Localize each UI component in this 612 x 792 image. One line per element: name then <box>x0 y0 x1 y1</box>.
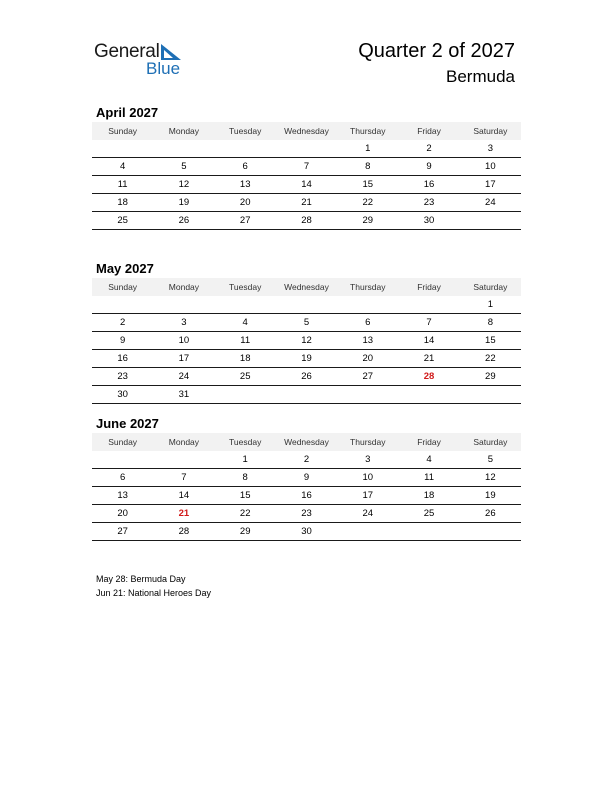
weekday-header: Thursday <box>337 122 398 140</box>
day-cell: 17 <box>153 350 214 368</box>
week-row <box>92 505 521 523</box>
day-cell: 13 <box>337 332 398 350</box>
day-cell: 29 <box>337 212 398 230</box>
day-cell: 13 <box>215 176 276 194</box>
day-cell: 27 <box>337 368 398 386</box>
day-cell: 17 <box>337 487 398 505</box>
week-row <box>92 350 521 368</box>
day-cell: 26 <box>153 212 214 230</box>
empty-day-cell <box>337 523 398 541</box>
day-cell: 15 <box>215 487 276 505</box>
holiday-note: May 28: Bermuda Day <box>96 574 186 584</box>
day-cell: 5 <box>276 314 337 332</box>
day-cell: 28 <box>153 523 214 541</box>
week-row <box>92 451 521 469</box>
weekday-header-row <box>92 278 521 296</box>
calendar-table <box>92 122 521 230</box>
day-cell: 3 <box>337 451 398 469</box>
day-cell: 7 <box>276 158 337 176</box>
week-row <box>92 140 521 158</box>
empty-day-cell <box>92 451 153 469</box>
holiday-notes <box>96 572 211 600</box>
weekday-header: Monday <box>153 433 214 451</box>
day-cell: 8 <box>215 469 276 487</box>
day-cell: 24 <box>153 368 214 386</box>
day-cell: 6 <box>92 469 153 487</box>
empty-day-cell <box>337 386 398 404</box>
weekday-header: Wednesday <box>276 433 337 451</box>
day-cell: 9 <box>398 158 459 176</box>
day-cell: 23 <box>276 505 337 523</box>
day-cell: 31 <box>153 386 214 404</box>
day-cell: 11 <box>215 332 276 350</box>
day-cell: 24 <box>460 194 521 212</box>
day-cell: 11 <box>92 176 153 194</box>
month-june <box>92 414 521 541</box>
logo-text-blue: Blue <box>146 59 181 78</box>
week-row <box>92 386 521 404</box>
day-cell: 28 <box>398 368 459 386</box>
weekday-header: Thursday <box>337 278 398 296</box>
day-cell: 4 <box>215 314 276 332</box>
day-cell: 29 <box>460 368 521 386</box>
day-cell: 8 <box>337 158 398 176</box>
day-cell: 22 <box>215 505 276 523</box>
day-cell: 20 <box>215 194 276 212</box>
day-cell: 3 <box>153 314 214 332</box>
day-cell: 17 <box>460 176 521 194</box>
day-cell: 24 <box>337 505 398 523</box>
empty-day-cell <box>460 212 521 230</box>
empty-day-cell <box>460 386 521 404</box>
generalblue-logo <box>94 40 204 80</box>
empty-day-cell <box>215 140 276 158</box>
empty-day-cell <box>215 296 276 314</box>
empty-day-cell <box>215 386 276 404</box>
weekday-header: Sunday <box>92 278 153 296</box>
week-row <box>92 176 521 194</box>
day-cell: 25 <box>92 212 153 230</box>
week-row <box>92 212 521 230</box>
page-title: Quarter 2 of 2027 <box>358 40 515 62</box>
day-cell: 10 <box>153 332 214 350</box>
day-cell: 18 <box>398 487 459 505</box>
day-cell: 19 <box>153 194 214 212</box>
month-title: June 2027 <box>96 416 159 431</box>
empty-day-cell <box>153 296 214 314</box>
day-cell: 30 <box>398 212 459 230</box>
day-cell: 19 <box>460 487 521 505</box>
day-cell: 28 <box>276 212 337 230</box>
day-cell: 16 <box>398 176 459 194</box>
weekday-header: Sunday <box>92 433 153 451</box>
day-cell: 7 <box>398 314 459 332</box>
day-cell: 7 <box>153 469 214 487</box>
day-cell: 27 <box>215 212 276 230</box>
month-april <box>92 103 521 230</box>
day-cell: 20 <box>337 350 398 368</box>
empty-day-cell <box>398 523 459 541</box>
week-row <box>92 487 521 505</box>
day-cell: 15 <box>337 176 398 194</box>
weekday-header: Friday <box>398 433 459 451</box>
day-cell: 1 <box>337 140 398 158</box>
weekday-header: Saturday <box>460 433 521 451</box>
weekday-header: Friday <box>398 122 459 140</box>
day-cell: 14 <box>398 332 459 350</box>
day-cell: 22 <box>460 350 521 368</box>
day-cell: 30 <box>92 386 153 404</box>
day-cell: 2 <box>92 314 153 332</box>
month-title: April 2027 <box>96 105 159 120</box>
logo-triangle-icon <box>161 44 181 60</box>
empty-day-cell <box>92 140 153 158</box>
week-row <box>92 296 521 314</box>
day-cell: 9 <box>92 332 153 350</box>
weekday-header: Saturday <box>460 278 521 296</box>
day-cell: 1 <box>215 451 276 469</box>
week-row <box>92 368 521 386</box>
day-cell: 9 <box>276 469 337 487</box>
day-cell: 14 <box>276 176 337 194</box>
day-cell: 12 <box>460 469 521 487</box>
weekday-header: Wednesday <box>276 122 337 140</box>
day-cell: 21 <box>398 350 459 368</box>
empty-day-cell <box>337 296 398 314</box>
day-cell: 21 <box>153 505 214 523</box>
week-row <box>92 314 521 332</box>
weekday-header-row <box>92 122 521 140</box>
empty-day-cell <box>398 296 459 314</box>
day-cell: 1 <box>460 296 521 314</box>
day-cell: 6 <box>337 314 398 332</box>
empty-day-cell <box>153 140 214 158</box>
weekday-header: Tuesday <box>215 433 276 451</box>
weekday-header: Saturday <box>460 122 521 140</box>
week-row <box>92 332 521 350</box>
day-cell: 16 <box>92 350 153 368</box>
day-cell: 14 <box>153 487 214 505</box>
weekday-header: Monday <box>153 122 214 140</box>
weekday-header: Wednesday <box>276 278 337 296</box>
country-name: Bermuda <box>446 67 515 86</box>
month-title: May 2027 <box>96 261 154 276</box>
day-cell: 4 <box>92 158 153 176</box>
day-cell: 23 <box>398 194 459 212</box>
day-cell: 18 <box>92 194 153 212</box>
empty-day-cell <box>153 451 214 469</box>
day-cell: 26 <box>276 368 337 386</box>
day-cell: 2 <box>398 140 459 158</box>
day-cell: 6 <box>215 158 276 176</box>
day-cell: 12 <box>153 176 214 194</box>
day-cell: 5 <box>153 158 214 176</box>
empty-day-cell <box>276 386 337 404</box>
day-cell: 25 <box>398 505 459 523</box>
weekday-header: Tuesday <box>215 278 276 296</box>
calendar-table <box>92 278 521 404</box>
day-cell: 15 <box>460 332 521 350</box>
month-may <box>92 259 521 404</box>
weekday-header: Sunday <box>92 122 153 140</box>
day-cell: 4 <box>398 451 459 469</box>
weekday-header-row <box>92 433 521 451</box>
empty-day-cell <box>460 523 521 541</box>
day-cell: 27 <box>92 523 153 541</box>
day-cell: 12 <box>276 332 337 350</box>
weekday-header: Tuesday <box>215 122 276 140</box>
day-cell: 20 <box>92 505 153 523</box>
weekday-header: Friday <box>398 278 459 296</box>
logo-text-general: General <box>94 41 160 62</box>
day-cell: 26 <box>460 505 521 523</box>
day-cell: 13 <box>92 487 153 505</box>
empty-day-cell <box>398 386 459 404</box>
day-cell: 25 <box>215 368 276 386</box>
empty-day-cell <box>92 296 153 314</box>
week-row <box>92 469 521 487</box>
day-cell: 18 <box>215 350 276 368</box>
day-cell: 29 <box>215 523 276 541</box>
day-cell: 10 <box>460 158 521 176</box>
empty-day-cell <box>276 140 337 158</box>
day-cell: 8 <box>460 314 521 332</box>
day-cell: 19 <box>276 350 337 368</box>
day-cell: 30 <box>276 523 337 541</box>
calendar-table <box>92 433 521 541</box>
day-cell: 10 <box>337 469 398 487</box>
day-cell: 21 <box>276 194 337 212</box>
day-cell: 16 <box>276 487 337 505</box>
day-cell: 11 <box>398 469 459 487</box>
weekday-header: Thursday <box>337 433 398 451</box>
holiday-note: Jun 21: National Heroes Day <box>96 588 212 598</box>
empty-day-cell <box>276 296 337 314</box>
week-row <box>92 523 521 541</box>
day-cell: 2 <box>276 451 337 469</box>
day-cell: 3 <box>460 140 521 158</box>
day-cell: 23 <box>92 368 153 386</box>
weekday-header: Monday <box>153 278 214 296</box>
day-cell: 22 <box>337 194 398 212</box>
week-row <box>92 194 521 212</box>
week-row <box>92 158 521 176</box>
day-cell: 5 <box>460 451 521 469</box>
